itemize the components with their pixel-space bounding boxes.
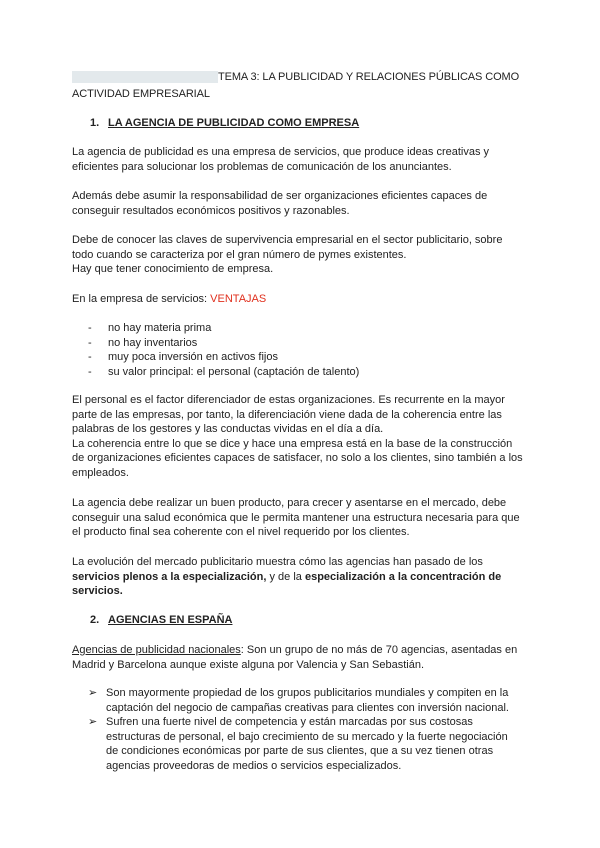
text-line: empleados. [72, 466, 129, 479]
section1-paragraph-5 [72, 496, 532, 540]
dash-mark: - [88, 365, 92, 378]
dash-mark: - [88, 336, 92, 349]
ventajas-prefix: En la empresa de servicios: [72, 293, 211, 305]
ventajas-line [72, 292, 532, 307]
section2-arrow-list [88, 686, 509, 773]
section2-intro [72, 643, 532, 672]
text-line: Hay que tener conocimiento de empresa. [72, 263, 274, 276]
intro-underlined: Agencias de publicidad nacionales [72, 644, 241, 656]
text-line: La agencia de publicidad es una empresa de servicios, que produce ideas creativas y [72, 146, 490, 158]
document-title-line1: TEMA 3: LA PUBLICIDAD Y RELACIONES PÚBLICAS COMO [218, 71, 520, 83]
text-line: Además debe asumir la responsabilidad de ser organizaciones eficientes capaces de [72, 190, 488, 202]
text-line: estructuras de personal, el bajo crecimiento de su mercado y la fuerte negociación [106, 730, 508, 743]
list-item [88, 336, 359, 351]
title-highlight [72, 71, 218, 83]
text-line: agencias proveedoras de medios o servicios especializados. [106, 759, 402, 772]
text-line: Sufren una fuerte nivel de competencia y están marcadas por sus costosas [106, 716, 473, 728]
section2-heading [90, 614, 232, 627]
list-item-text: no hay materia prima [108, 322, 212, 334]
list-item-text: no hay inventarios [108, 336, 198, 349]
bold-phrase: servicios. [72, 585, 123, 598]
text-line: captación del negocio de campañas creativas para clientes con inversión nacional. [106, 701, 509, 714]
section1-paragraph-1 [72, 145, 532, 174]
section2-title: AGENCIAS EN ESPAÑA [108, 614, 233, 626]
text-line: Son mayormente propiedad de los grupos publicitarios mundiales y compiten en la [106, 687, 509, 699]
bold-phrase: especialización a la concentración de [304, 570, 502, 583]
section1-heading [90, 117, 359, 130]
text-line: La coherencia entre lo que se dice y hace una empresa está en la base de la construcción [72, 437, 513, 450]
ventajas-label: VENTAJAS [210, 293, 267, 305]
list-item [88, 365, 359, 380]
section1-paragraph-3 [72, 233, 532, 277]
section1-title: LA AGENCIA DE PUBLICIDAD COMO EMPRESA [108, 117, 360, 129]
bold-phrase: servicios plenos a la especialización, [72, 570, 267, 583]
text-fragment: y de la [266, 570, 305, 583]
text-line: La evolución del mercado publicitario muestra cómo las agencias han pasado de los [72, 556, 483, 568]
text-line: conseguir una salud económica que le permita mantener una estructura necesaria para que [72, 511, 520, 524]
list-item [88, 686, 509, 715]
section1-paragraph-2 [72, 189, 532, 218]
section2-number: 2. [90, 614, 100, 626]
text-line: eficientes para solucionar los problemas de comunicación de los anunciantes. [72, 160, 452, 173]
text-line: conseguir resultados económicos positivos y razonables. [72, 204, 350, 217]
section1-paragraph-4 [72, 393, 532, 481]
text-line: Madrid y Barcelona aunque existe alguna por Valencia y San Sebastián. [72, 658, 425, 671]
text-line: todo cuando se caracteriza por el gran número de pymes existentes. [72, 248, 407, 261]
text-line: de organizaciones eficientes capaces de satisfacer, no solo a los clientes, sino también a los [72, 452, 523, 465]
dash-mark: - [88, 322, 92, 334]
text-line: parte de las empresas, por tanto, la diferenciación viene dada de la coherencia entre las [72, 408, 502, 421]
arrow-bullet-icon: ➢ [88, 687, 98, 699]
text-line: el producto final sea coherente con el nivel requerido por los clientes. [72, 526, 410, 539]
list-item [88, 321, 359, 336]
text-line: Debe de conocer las claves de supervivencia empresarial en el sector publicitario, sobre [72, 234, 503, 246]
list-item-text: su valor principal: el personal (captación de talento) [108, 365, 360, 378]
list-item [88, 715, 509, 773]
text-line: palabras de los gestores y las conductas vividas en el día a día. [72, 423, 384, 436]
text-line: El personal es el factor diferenciador de estas organizaciones. Es recurrente en la mayor [72, 394, 505, 406]
ventajas-list [88, 321, 359, 379]
list-item [88, 350, 359, 365]
list-item-text: muy poca inversión en activos fijos [108, 351, 278, 363]
section1-number: 1. [90, 117, 100, 129]
dash-mark: - [88, 351, 92, 363]
text-line: La agencia debe realizar un buen producto, para crecer y asentarse en el mercado, debe [72, 497, 507, 509]
intro-rest: : Son un grupo de no más de 70 agencias, asentadas en [240, 644, 518, 656]
section1-paragraph-6 [72, 555, 532, 599]
arrow-bullet-icon: ➢ [88, 716, 98, 728]
document-title-line2: ACTIVIDAD EMPRESARIAL [72, 88, 210, 100]
text-line: de condiciones económicas por parte de sus clientes, que a su vez tienen otras [106, 745, 494, 757]
